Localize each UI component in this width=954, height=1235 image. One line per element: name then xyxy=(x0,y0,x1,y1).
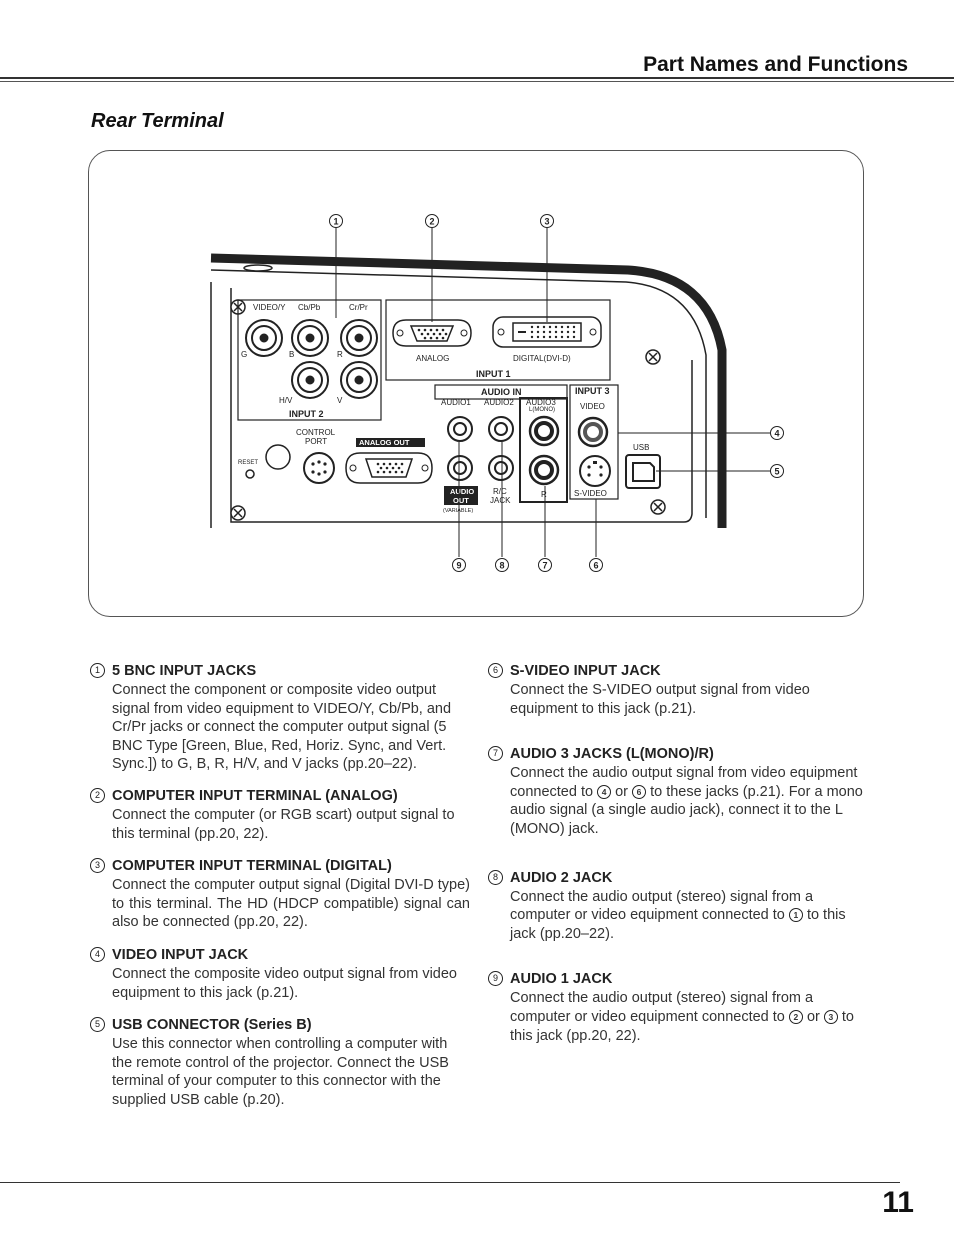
label-audio1: AUDIO1 xyxy=(441,398,471,407)
label-input-3: INPUT 3 xyxy=(575,386,610,396)
label-reset: RESET xyxy=(238,460,259,466)
item-description: Connect the computer output signal (Digital DVI-D type) to this terminal. The HD (HDCP compatible) signal can also be connected (pp.20, 22). xyxy=(112,877,470,931)
label-variable: (VARIABLE) xyxy=(443,508,474,514)
item-6 xyxy=(488,662,868,718)
svg-text:7: 7 xyxy=(542,560,548,571)
item-number: 3 xyxy=(90,858,105,873)
item-description: Connect the computer (or RGB scart) output signal to this terminal (pp.20, 22). xyxy=(112,806,455,842)
item-number: 7 xyxy=(488,746,503,761)
descriptions-left xyxy=(90,662,470,1110)
label-video: VIDEO xyxy=(580,402,605,411)
label-usb: USB xyxy=(633,443,650,452)
label-r-audio3: R xyxy=(541,490,547,499)
usb-port xyxy=(626,455,660,488)
label-b: B xyxy=(289,350,295,359)
item-2 xyxy=(90,787,470,843)
dvi-pins xyxy=(518,326,575,338)
item-5 xyxy=(90,1016,470,1109)
label-r: R xyxy=(337,350,343,359)
item-7 xyxy=(488,745,868,838)
svg-text:4: 4 xyxy=(774,428,780,439)
label-rc: R/C xyxy=(493,487,507,496)
item-heading: AUDIO 3 JACKS (L(MONO)/R) xyxy=(510,746,714,763)
label-audio2: AUDIO2 xyxy=(484,398,514,407)
callout-7 xyxy=(539,559,552,572)
item-description: Connect the audio output signal from video equipment connected to 4 or 6 to these jacks (p.21). For a mono audio signal (a single audio jack), connect it to the L (MONO) jack. xyxy=(510,765,863,837)
label-l-mono: L(MONO) xyxy=(529,407,555,413)
label-port: PORT xyxy=(305,437,328,446)
label-cr-pr: Cr/Pr xyxy=(349,303,368,312)
label-h-v: H/V xyxy=(279,396,293,405)
callout-6 xyxy=(590,559,603,572)
vga-pins xyxy=(418,329,448,340)
reference-number: 2 xyxy=(789,1010,803,1024)
label-v: V xyxy=(337,396,343,405)
item-4 xyxy=(90,946,470,1002)
callout-1 xyxy=(330,215,343,228)
header-rule-thin xyxy=(0,81,954,82)
callout-2 xyxy=(426,215,439,228)
label-input-2: INPUT 2 xyxy=(289,409,324,419)
item-heading: VIDEO INPUT JACK xyxy=(112,946,249,963)
svg-text:6: 6 xyxy=(593,560,599,571)
label-g: G xyxy=(241,350,248,359)
item-8 xyxy=(488,869,868,944)
label-audio-out-2: OUT xyxy=(453,496,469,505)
label-control: CONTROL xyxy=(296,428,336,437)
item-number: 4 xyxy=(90,947,105,962)
item-number: 8 xyxy=(488,870,503,885)
label-digital: DIGITAL(DVI-D) xyxy=(513,354,571,363)
item-heading: AUDIO 2 JACK xyxy=(510,869,613,886)
reference-number: 4 xyxy=(597,785,611,799)
item-description: Connect the component or composite video output signal from video equipment to VIDEO/Y, Cb/Pb, and Cr/Pr jacks or connect the computer output signal (5 BNC Type [Green, Blue, Red, Horiz. Sync, and Vert. Sync.]) to G, B, R, H/V, and V jacks (pp.20–22). xyxy=(112,682,452,773)
callout-4 xyxy=(771,427,784,440)
item-heading: AUDIO 1 JACK xyxy=(510,971,613,988)
item-number: 9 xyxy=(488,971,503,986)
item-9 xyxy=(488,970,868,1045)
label-s-video: S-VIDEO xyxy=(574,489,607,498)
label-audio-out-1: AUDIO xyxy=(450,487,475,496)
item-heading: COMPUTER INPUT TERMINAL (DIGITAL) xyxy=(112,858,392,875)
callout-5 xyxy=(771,465,784,478)
item-description: Connect the S-VIDEO output signal from video equipment to this jack (p.21). xyxy=(510,682,810,717)
item-number: 1 xyxy=(90,663,105,678)
svg-text:8: 8 xyxy=(499,560,505,571)
item-heading: 5 BNC INPUT JACKS xyxy=(112,663,257,679)
svg-text:9: 9 xyxy=(456,560,462,571)
input1-terminals xyxy=(386,300,610,380)
page-number: 11 xyxy=(882,1186,914,1219)
label-video-y: VIDEO/Y xyxy=(253,303,286,312)
reference-number: 6 xyxy=(632,785,646,799)
label-input-1: INPUT 1 xyxy=(476,369,511,379)
label-audio-in: AUDIO IN xyxy=(481,387,522,397)
item-description: Connect the audio output (stereo) signal from a computer or video equipment connected to 2 or 3 to this jack (pp.20, 22). xyxy=(510,990,854,1044)
label-analog: ANALOG xyxy=(416,354,450,363)
item-description: Use this connector when controlling a computer with the remote control of the projector. Connect the USB terminal of your computer to this connector with the supplied USB cable (p.20). xyxy=(112,1036,449,1108)
label-cb-pb: Cb/Pb xyxy=(298,303,321,312)
item-number: 6 xyxy=(488,663,503,678)
callout-3 xyxy=(541,215,554,228)
label-analog-out: ANALOG OUT xyxy=(359,438,410,447)
item-heading: USB CONNECTOR (Series B) xyxy=(112,1017,312,1034)
item-heading: S-VIDEO INPUT JACK xyxy=(510,663,661,679)
footer-rule xyxy=(0,1182,900,1183)
item-number: 5 xyxy=(90,1017,105,1032)
section-title: Rear Terminal xyxy=(91,110,224,132)
item-1 xyxy=(90,662,470,774)
label-audio3: AUDIO3 xyxy=(526,398,556,407)
svg-text:5: 5 xyxy=(774,466,780,477)
svg-text:3: 3 xyxy=(544,216,550,227)
item-number: 2 xyxy=(90,788,105,803)
svg-text:1: 1 xyxy=(333,216,339,227)
label-jack: JACK xyxy=(490,496,511,505)
header-rule xyxy=(0,77,954,79)
page-header-title: Part Names and Functions xyxy=(643,53,908,76)
item-heading: COMPUTER INPUT TERMINAL (ANALOG) xyxy=(112,787,398,804)
rear-terminal-illustration xyxy=(88,150,864,617)
reference-number: 3 xyxy=(824,1010,838,1024)
item-description: Connect the audio output (stereo) signal from a computer or video equipment connected to 1 to this jack (pp.20–22). xyxy=(510,888,846,942)
item-3 xyxy=(90,857,470,932)
item-description: Connect the composite video output signal from video equipment to this jack (p.21). xyxy=(112,965,457,1001)
callout-9 xyxy=(453,559,466,572)
descriptions-right xyxy=(488,662,868,1045)
reference-number: 1 xyxy=(789,908,803,922)
callout-8 xyxy=(496,559,509,572)
svg-text:2: 2 xyxy=(429,216,435,227)
bnc-jacks xyxy=(238,300,381,420)
